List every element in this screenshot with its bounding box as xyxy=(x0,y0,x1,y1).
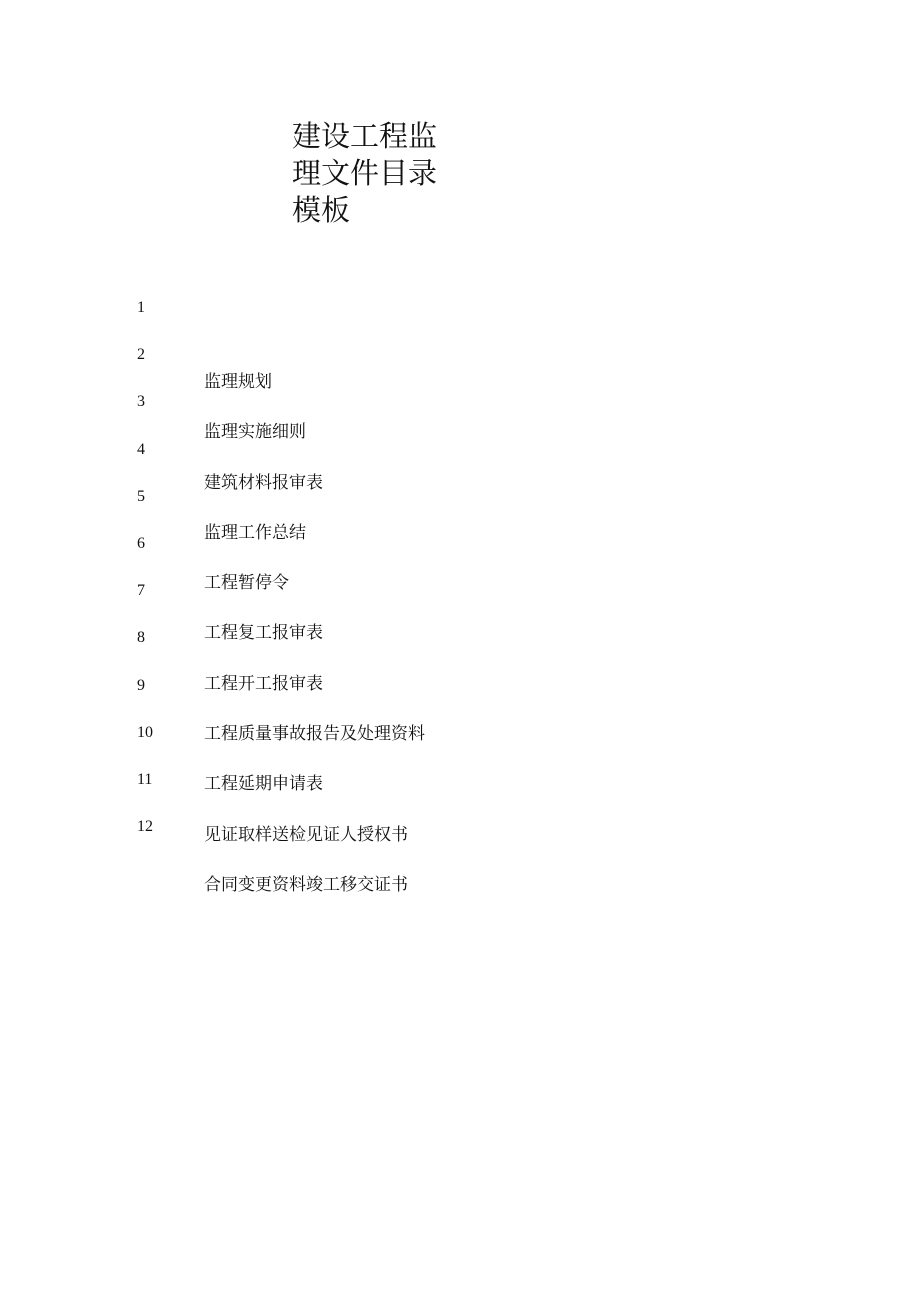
list-number: 5 xyxy=(137,487,145,505)
list-item: 工程质量事故报告及处理资料 xyxy=(204,724,425,745)
list-number: 8 xyxy=(137,629,145,647)
title-line-3: 模板 xyxy=(292,193,351,227)
list-number: 2 xyxy=(137,346,145,364)
list-item: 工程延期申请表 xyxy=(204,774,323,795)
document-title xyxy=(292,118,442,229)
list-number: 7 xyxy=(137,582,145,600)
list-number: 10 xyxy=(137,723,153,741)
list-item: 建筑材料报审表 xyxy=(204,472,323,493)
title-line-1: 建设工程监 xyxy=(292,119,438,153)
list-item: 监理实施细则 xyxy=(204,422,306,443)
list-item: 工程开工报审表 xyxy=(204,673,323,694)
list-item: 监理工作总结 xyxy=(204,522,306,543)
title-line-2: 理文件目录 xyxy=(292,156,438,190)
list-number: 1 xyxy=(137,299,145,316)
list-item: 监理规划 xyxy=(204,372,272,392)
list-number: 3 xyxy=(137,393,145,411)
list-number: 4 xyxy=(137,440,145,458)
list-number: 6 xyxy=(137,534,145,552)
number-column xyxy=(137,297,153,863)
list-number: 12 xyxy=(137,818,153,836)
list-item: 见证取样送检见证人授权书 xyxy=(204,824,408,845)
list-item: 工程复工报审表 xyxy=(204,623,323,644)
item-list xyxy=(204,369,425,922)
list-number: 11 xyxy=(137,770,153,788)
list-item: 工程暂停令 xyxy=(204,573,289,594)
list-item: 合同变更资料竣工移交证书 xyxy=(204,874,408,895)
list-number: 9 xyxy=(137,676,145,694)
